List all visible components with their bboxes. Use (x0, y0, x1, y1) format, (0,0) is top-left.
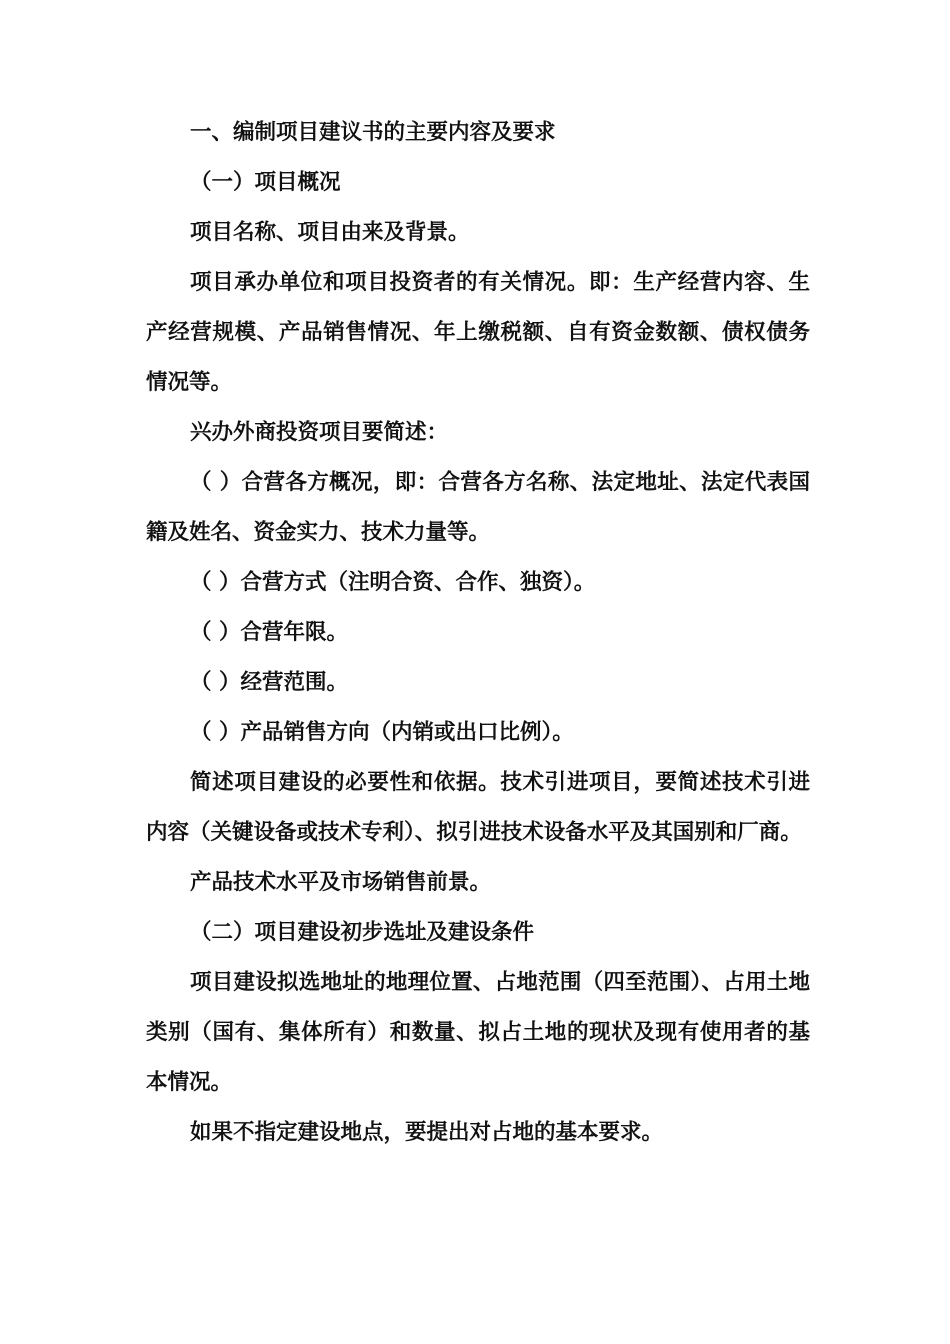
list-item: （ ）合营方式（注明合资、合作、独资）。 (190, 570, 596, 595)
paragraph: 如果不指定建设地点，要提出对占地的基本要求。 (190, 1120, 664, 1145)
heading-section-1: 一、编制项目建议书的主要内容及要求 (190, 120, 556, 145)
list-item: （ ）产品销售方向（内销或出口比例）。 (190, 720, 574, 745)
paragraph: 项目承办单位和项目投资者的有关情况。即：生产经营内容、生产经营规模、产品销售情况、年上缴税额、自有资金数额、债权债务情况等。 (146, 270, 810, 395)
subheading-site-selection: （二）项目建设初步选址及建设条件 (190, 920, 535, 945)
paragraph: 产品技术水平及市场销售前景。 (190, 870, 492, 895)
document-body (146, 108, 810, 1158)
list-item: （ ）合营年限。 (190, 620, 348, 645)
subheading-project-overview: （一）项目概况 (190, 170, 341, 195)
paragraph: 项目建设拟选地址的地理位置、占地范围（四至范围）、占用土地类别（国有、集体所有）和数量、拟占土地的现状及现有使用者的基本情况。 (146, 970, 810, 1095)
list-item: （ ）合营各方概况，即：合营各方名称、法定地址、法定代表国籍及姓名、资金实力、技术力量等。 (146, 470, 810, 545)
paragraph: 项目名称、项目由来及背景。 (190, 220, 470, 245)
list-item: （ ）经营范围。 (190, 670, 348, 695)
paragraph: 简述项目建设的必要性和依据。技术引进项目，要简述技术引进内容（关键设备或技术专利）、拟引进技术设备水平及其国别和厂商。 (146, 770, 810, 845)
paragraph: 兴办外商投资项目要简述： (190, 420, 449, 445)
